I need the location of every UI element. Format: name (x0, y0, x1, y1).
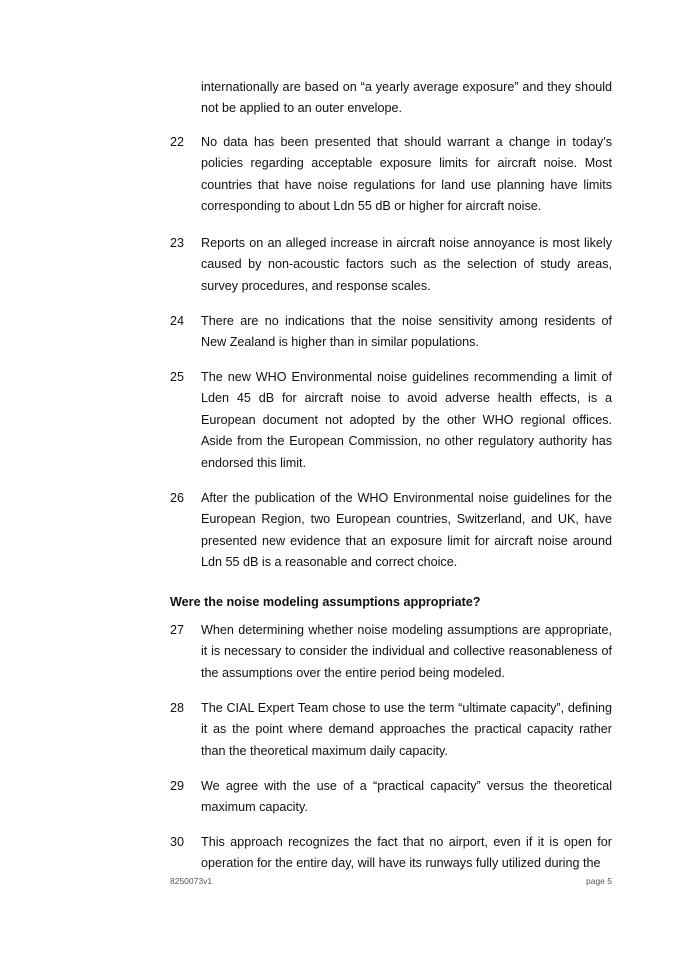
paragraph-22 (170, 132, 612, 218)
paragraph-text: There are no indications that the noise sensitivity among residents of New Zealand is higher than in similar populations. (201, 314, 612, 350)
section-heading: Were the noise modeling assumptions appropriate? (170, 595, 481, 609)
paragraph-27 (170, 620, 612, 684)
paragraph-number: 23 (170, 236, 185, 250)
continuation-text: internationally are based on “a yearly average exposure” and they should not be applied to an outer envelope. (201, 80, 612, 116)
paragraph-number: 24 (170, 314, 185, 328)
paragraph-number: 30 (170, 835, 185, 849)
page-number: page 5 (586, 876, 612, 886)
paragraph-25 (170, 367, 612, 474)
paragraph-text: We agree with the use of a “practical capacity” versus the theoretical maximum capacity. (201, 779, 612, 815)
paragraph-number: 25 (170, 370, 185, 384)
paragraph-text: When determining whether noise modeling assumptions are appropriate, it is necessary to consider the individual and collective reasonableness of the assumptions over the entire period being modeled. (201, 623, 612, 680)
paragraph-text: After the publication of the WHO Environmental noise guidelines for the European Region, two European countries, Switzerland, and UK, have presented new evidence that an exposure limit for aircraft noise around Ldn 55 dB is a reasonable and correct choice. (201, 491, 612, 570)
paragraph-28 (170, 698, 612, 762)
paragraph-text: This approach recognizes the fact that no airport, even if it is open for operation for the entire day, will have its runways fully utilized during the (201, 835, 612, 871)
paragraph-30 (170, 832, 612, 875)
paragraph-29 (170, 776, 612, 819)
paragraph-26 (170, 488, 612, 574)
paragraph-24 (170, 311, 612, 354)
paragraph-23 (170, 233, 612, 297)
document-id: 8250073v1 (170, 876, 213, 886)
paragraph-text: The new WHO Environmental noise guidelines recommending a limit of Lden 45 dB for aircraft noise to avoid adverse health effects, is a European document not adopted by the other WHO regional offices. Aside from the European Commission, no other regulatory authority has endorsed this limit. (201, 370, 612, 470)
paragraph-text: The CIAL Expert Team chose to use the term “ultimate capacity”, defining it as the point where demand approaches the practical capacity rather than the theoretical maximum daily capacity. (201, 701, 612, 758)
paragraph-text: No data has been presented that should warrant a change in today’s policies regarding acceptable exposure limits for aircraft noise. Most countries that have noise regulations for land use planning have limits corresponding to about Ldn 55 dB or higher for aircraft noise. (201, 135, 612, 214)
paragraph-number: 22 (170, 135, 185, 149)
paragraph-text: Reports on an alleged increase in aircraft noise annoyance is most likely caused by non-acoustic factors such as the selection of study areas, survey procedures, and response scales. (201, 236, 612, 293)
paragraph-number: 27 (170, 623, 185, 637)
paragraph-number: 28 (170, 701, 185, 715)
paragraph-number: 26 (170, 491, 185, 505)
paragraph-number: 29 (170, 779, 185, 793)
